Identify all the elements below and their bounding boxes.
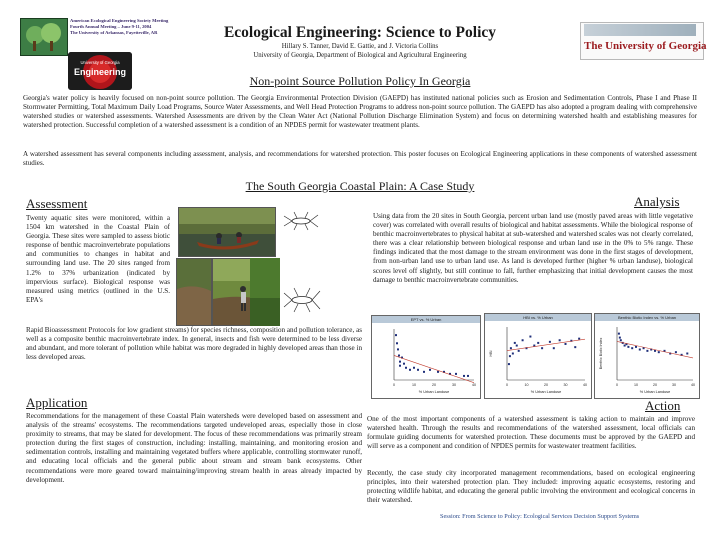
data-point [620,339,622,341]
chart-bbi [594,313,700,399]
data-point [631,347,633,349]
data-point [627,346,629,348]
session-footer: Session: From Science to Policy: Ecological Services Decision Support Systems [440,513,640,520]
affiliation: University of Georgia, Department of Biological and Agricultural Engineering [253,52,467,59]
analysis-text: Using data from the 20 sites in South Georgia, percent urban land use (mostly paved areas with little vegetative cover) was correlated with overall results of biological and habitat assessments. While the biological response of benthic macroinvertebrates to physical habitat at sub-watershed and watershed scales was not clearly correlated, there was a clear relationship between biological response and urban land use in the 0% to 5% range. These findings indicated that the most damage to the stream environment was done in the first stages of development, from non-urban land use to urban land use. As land is developed further (higher % urban landuse), biological scores level off slightly, but still continue to fall, further emphasizing that initial development causes the most damage to benthic macroinvertebrate communities. [373,212,693,284]
chart-bbi-plot [595,321,699,398]
data-point [423,371,425,373]
engineering-logo-main: Engineering [73,67,126,77]
data-point [437,371,439,373]
uga-logo-text: The University of Georgia [584,40,707,52]
data-point [553,347,555,349]
x-tick-label: 40 [472,383,476,387]
data-point [405,367,407,369]
assessment-full-text: Rapid Bioassessment Protocols for low gradient streams) for species richness, composition and pollution tolerance, as well as a composite benthic macroinvertebrate index. In general, insects and fish were determined to be less diverse and abundant, and more tolerant of pollution while habitat was more degraded in highly developed areas than those in less developed areas. [26,326,362,362]
x-tick-label: 20 [544,383,548,387]
assessment-wrapped-text: Twenty aquatic sites were monitored, within a 1504 km watershed in the Coastal Plain of Georgia. These sites were sampled to assess biotic response of benthic macroinvertebrate populations and communities to changes in habitat and surrounding land use. The 20 sites ranged from 1.2% to 37% urbanization (indicated by impervious surface). Biological response was measured using metrics (outlined in the U.S. EPA's [26,214,170,304]
data-point [508,363,510,365]
data-point [658,351,660,353]
data-point [398,355,400,357]
x-tick-label: 30 [672,383,676,387]
x-tick-label: 10 [634,383,638,387]
x-tick-label: 0 [616,383,618,387]
chart-ept [371,315,481,399]
stonefly-illustration-icon [282,285,322,315]
river-photo [176,258,212,326]
conference-line-1: American Ecological Engineering Society Meeting [70,18,169,23]
trend-line [507,339,585,350]
x-axis-label: % Urban Landuse [418,390,450,394]
data-point [639,349,641,351]
x-tick-label: 10 [412,383,416,387]
data-point [399,361,401,363]
assessment-title: Assessment [26,196,88,211]
data-point [467,375,469,377]
grass-photo [250,258,280,326]
x-tick-label: 30 [452,383,456,387]
action-paragraph-2: Recently, the case study city incorporated management recommendations, based on ecological engineering principles, into their watershed protection plan. They included: improving aquatic ecosystems, restoring and protecting wildlife habitat, and educating the general public involving the environment and ecological concerns in their watershed. [367,469,695,505]
x-tick-label: 30 [563,383,568,387]
engineering-logo-top: University of Georgia [80,60,120,65]
chart-bbi-title: Benthic Biotic Index vs. % Urban [595,314,699,321]
x-axis-label: % Urban Landuse [530,390,562,394]
data-point [409,369,411,371]
data-point [574,346,576,348]
data-point [516,345,518,347]
intro-title: Non-point Source Pollution Policy In Georgia [249,74,471,88]
chart-hbi-plot [485,321,591,398]
data-point [396,342,398,344]
data-point [463,375,465,377]
authors: Hillary S. Tanner, David E. Gattie, and J. Victoria Collins [281,43,439,50]
data-point [455,373,457,375]
application-title: Application [26,395,88,410]
data-point [395,334,397,336]
tree-icon [21,19,67,55]
data-point [549,341,551,343]
data-point [619,337,621,339]
poster-title: Ecological Engineering: Science to Policy [223,24,497,41]
canoe-photo [178,207,276,257]
data-point [686,353,688,355]
intro-paragraph-1: Georgia's water policy is heavily focused on non-point source pollution. The Georgia Environmental Protection Division (GAEPD) has instituted national policies such as Erosion and Sedimentation Controls, Phase I and Phase II Stormwater Permitting, Total Maximum Daily Load Programs, Source Water Assessments, and Well Head Protection Programs to address non-point source pollution. The GAEPD has also adopted a program dealing with comprehensive watershed studies or watershed assessments. Watershed Assessments are driven by the Clean Water Act (National Pollution Discharge Elimination System) and focus on determining watershed health and establishing measures for watershed protection. Successful completion of a watershed assessment is a condition of an NPDES permit for wastewater treatment plants. [23,94,697,130]
conference-line-2: Fourth Annual Meeting – June 9-11, 2004 [70,24,152,29]
data-point [417,369,419,371]
conference-logo [20,18,68,56]
y-axis-label: HBI [489,350,493,357]
x-tick-label: 0 [506,383,508,387]
action-title: Action [645,398,681,413]
data-point [397,348,399,350]
data-point [541,347,543,349]
conference-line-3: The University of Arkansas, Fayetteville, AR [70,30,158,35]
y-axis-label: Benthic Biotic Index [599,337,603,370]
data-point [518,350,520,352]
data-point [529,336,531,338]
data-point [624,345,626,347]
analysis-title: Analysis [634,194,680,209]
data-point [429,369,431,371]
application-text: Recommendations for the management of these Coastal Plain watersheds were developed based on assessment and analysis of the streams' ecosystems. The recommendations targeted undeveloped areas, especially those in close proximity to streams, that may be slated for development. The focus of these recommendations was primarily stream protection during the first stages of construction, including: installing, maintaining, and monitoring erosion and sedimentation controls, installing and maintaining vegetated buffers where applicable, controlling stormwater runoff, and educating local officials and the general public about stream and stream bank ecosystems. Other recommendations were more geared toward maintaining/improving stream health in areas already impacted by development. [26,412,362,484]
data-point [646,350,648,352]
action-paragraph-1: One of the most important components of a watershed assessment is taking action to maintain and improve watershed health. Through the results and recommendations of the watershed assessment, local officials can formulate guiding documents for watershed protection. These documents must be approved by the GAEPD and will serve as a component and condition of NPDES permits for wastewater treatment facilities. [367,415,695,451]
x-tick-label: 10 [524,383,529,387]
x-tick-label: 0 [393,383,395,387]
x-tick-label: 40 [691,383,695,387]
data-point [635,346,637,348]
chart-ept-plot [372,323,480,398]
uga-logo-banner [584,24,696,36]
data-point [618,333,620,335]
data-point [578,338,580,340]
data-point [514,342,516,344]
data-point [413,367,415,369]
data-point [522,339,524,341]
trend-line [394,355,474,382]
x-tick-label: 20 [432,383,436,387]
data-point [537,342,539,344]
data-point [512,353,514,355]
intro-paragraph-2: A watershed assessment has several components including assessment, analysis, and recommendations for watershed protection. This poster focuses on Ecological Engineering applications in these components of watershed assessment studies. [23,150,697,168]
chart-hbi [484,313,592,399]
data-point [403,363,405,365]
case-study-title: The South Georgia Coastal Plain: A Case Study [245,179,475,193]
chart-hbi-title: HBI vs. % Urban [485,314,591,321]
data-point [675,351,677,353]
x-tick-label: 40 [583,383,587,387]
trend-line [617,341,693,358]
chart-ept-title: EPT vs. % Urban [372,316,480,323]
data-point [559,339,561,341]
data-point [509,355,511,357]
x-axis-label: % Urban Landuse [639,390,671,394]
data-point [565,343,567,345]
x-tick-label: 20 [653,383,657,387]
data-point [510,347,512,349]
mayfly-illustration-icon [282,210,320,232]
uga-engineering-logo [68,52,132,90]
data-point [399,365,401,367]
